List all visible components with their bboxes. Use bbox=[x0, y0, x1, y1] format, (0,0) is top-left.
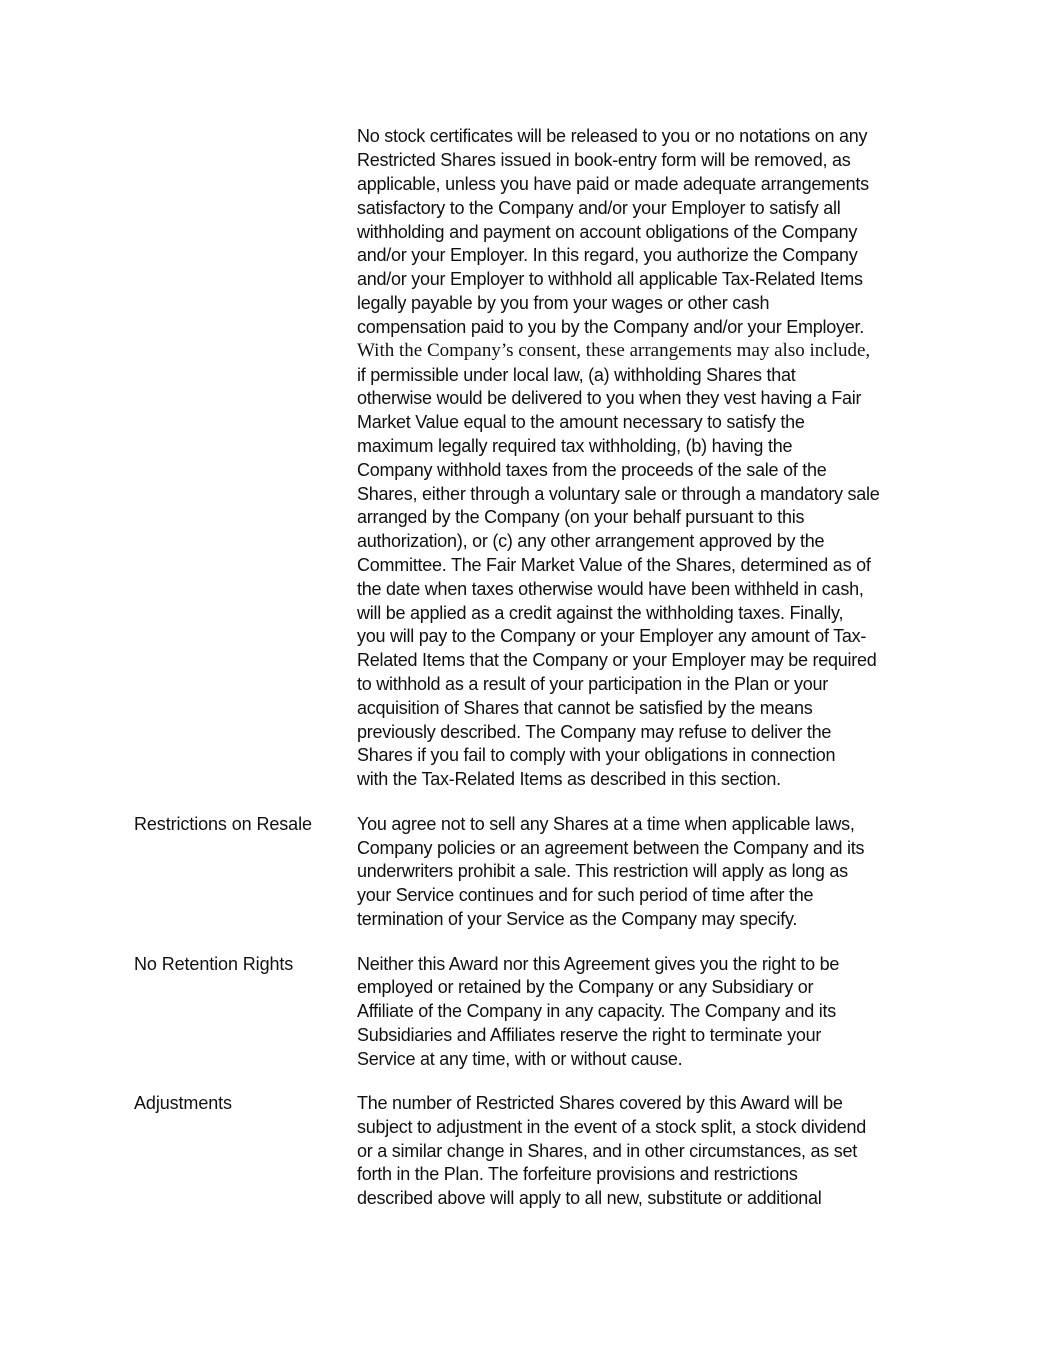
paragraph-line: Shares, either through a voluntary sale or through a mandatory sale bbox=[357, 484, 880, 504]
paragraph-line: described above will apply to all new, substitute or additional bbox=[357, 1188, 822, 1208]
paragraph-line: authorization), or (c) any other arrangement approved by the bbox=[357, 531, 825, 551]
paragraph-line: The number of Restricted Shares covered by this Award will be bbox=[357, 1093, 843, 1113]
paragraph-line: and/or your Employer. In this regard, you authorize the Company bbox=[357, 245, 858, 265]
paragraph-line: Subsidiaries and Affiliates reserve the right to terminate your bbox=[357, 1025, 822, 1045]
paragraph-line: otherwise would be delivered to you when they vest having a Fair bbox=[357, 388, 862, 408]
paragraph-line: applicable, unless you have paid or made adequate arrangements bbox=[357, 174, 869, 194]
paragraph-line: Restricted Shares issued in book-entry form will be removed, as bbox=[357, 150, 851, 170]
paragraph-line: previously described. The Company may refuse to deliver the bbox=[357, 722, 832, 742]
paragraph-line: your Service continues and for such period of time after the bbox=[357, 885, 814, 905]
paragraph-line: satisfactory to the Company and/or your Employer to satisfy all bbox=[357, 198, 841, 218]
paragraph-line: No stock certificates will be released to you or no notations on any bbox=[357, 126, 868, 146]
paragraph-line: Market Value equal to the amount necessary to satisfy the bbox=[357, 412, 805, 432]
paragraph-line: You agree not to sell any Shares at a time when applicable laws, bbox=[357, 814, 855, 834]
paragraph-line: compensation paid to you by the Company and/or your Employer. bbox=[357, 317, 865, 337]
paragraph-line: Neither this Award nor this Agreement gives you the right to be bbox=[357, 954, 840, 974]
paragraph-line: forth in the Plan. The forfeiture provisions and restrictions bbox=[357, 1164, 798, 1184]
paragraph-line: will be applied as a credit against the withholding taxes. Finally, bbox=[357, 603, 844, 623]
paragraph-line: Committee. The Fair Market Value of the Shares, determined as of bbox=[357, 555, 871, 575]
paragraph-line: maximum legally required tax withholding, (b) having the bbox=[357, 436, 793, 456]
paragraph-line: termination of your Service as the Company may specify. bbox=[357, 909, 798, 929]
paragraph-line: withholding and payment on account obligations of the Company bbox=[357, 222, 858, 242]
paragraph-line: and/or your Employer to withhold all applicable Tax-Related Items bbox=[357, 269, 863, 289]
section-heading: No Retention Rights bbox=[134, 954, 294, 974]
paragraph-line: legally payable by you from your wages or other cash bbox=[357, 293, 770, 313]
paragraph-line: the date when taxes otherwise would have been withheld in cash, bbox=[357, 579, 864, 599]
section-heading: Adjustments bbox=[134, 1093, 232, 1113]
paragraph-line: arranged by the Company (on your behalf pursuant to this bbox=[357, 507, 805, 527]
paragraph-line: Company policies or an agreement between the Company and its bbox=[357, 838, 865, 858]
paragraph-line: Related Items that the Company or your Employer may be required bbox=[357, 650, 877, 670]
paragraph-line: subject to adjustment in the event of a stock split, a stock dividend bbox=[357, 1117, 867, 1137]
paragraph-line: you will pay to the Company or your Employer any amount of Tax- bbox=[357, 626, 867, 646]
paragraph-line: with the Tax-Related Items as described in this section. bbox=[357, 769, 781, 789]
paragraph-line: With the Company’s consent, these arrangements may also include, bbox=[357, 340, 871, 361]
paragraph-line: employed or retained by the Company or any Subsidiary or bbox=[357, 977, 814, 997]
paragraph-line: or a similar change in Shares, and in other circumstances, as set bbox=[357, 1141, 857, 1161]
paragraph-line: Shares if you fail to comply with your obligations in connection bbox=[357, 745, 836, 765]
paragraph-line: to withhold as a result of your participation in the Plan or your bbox=[357, 674, 829, 694]
paragraph-line: if permissible under local law, (a) withholding Shares that bbox=[357, 365, 796, 385]
paragraph-line: Service at any time, with or without cause. bbox=[357, 1049, 683, 1069]
paragraph-line: underwriters prohibit a sale. This restriction will apply as long as bbox=[357, 861, 848, 881]
paragraph-line: Company withhold taxes from the proceeds of the sale of the bbox=[357, 460, 827, 480]
paragraph-line: acquisition of Shares that cannot be satisfied by the means bbox=[357, 698, 813, 718]
section-heading: Restrictions on Resale bbox=[134, 814, 312, 834]
paragraph-line: Affiliate of the Company in any capacity. The Company and its bbox=[357, 1001, 837, 1021]
